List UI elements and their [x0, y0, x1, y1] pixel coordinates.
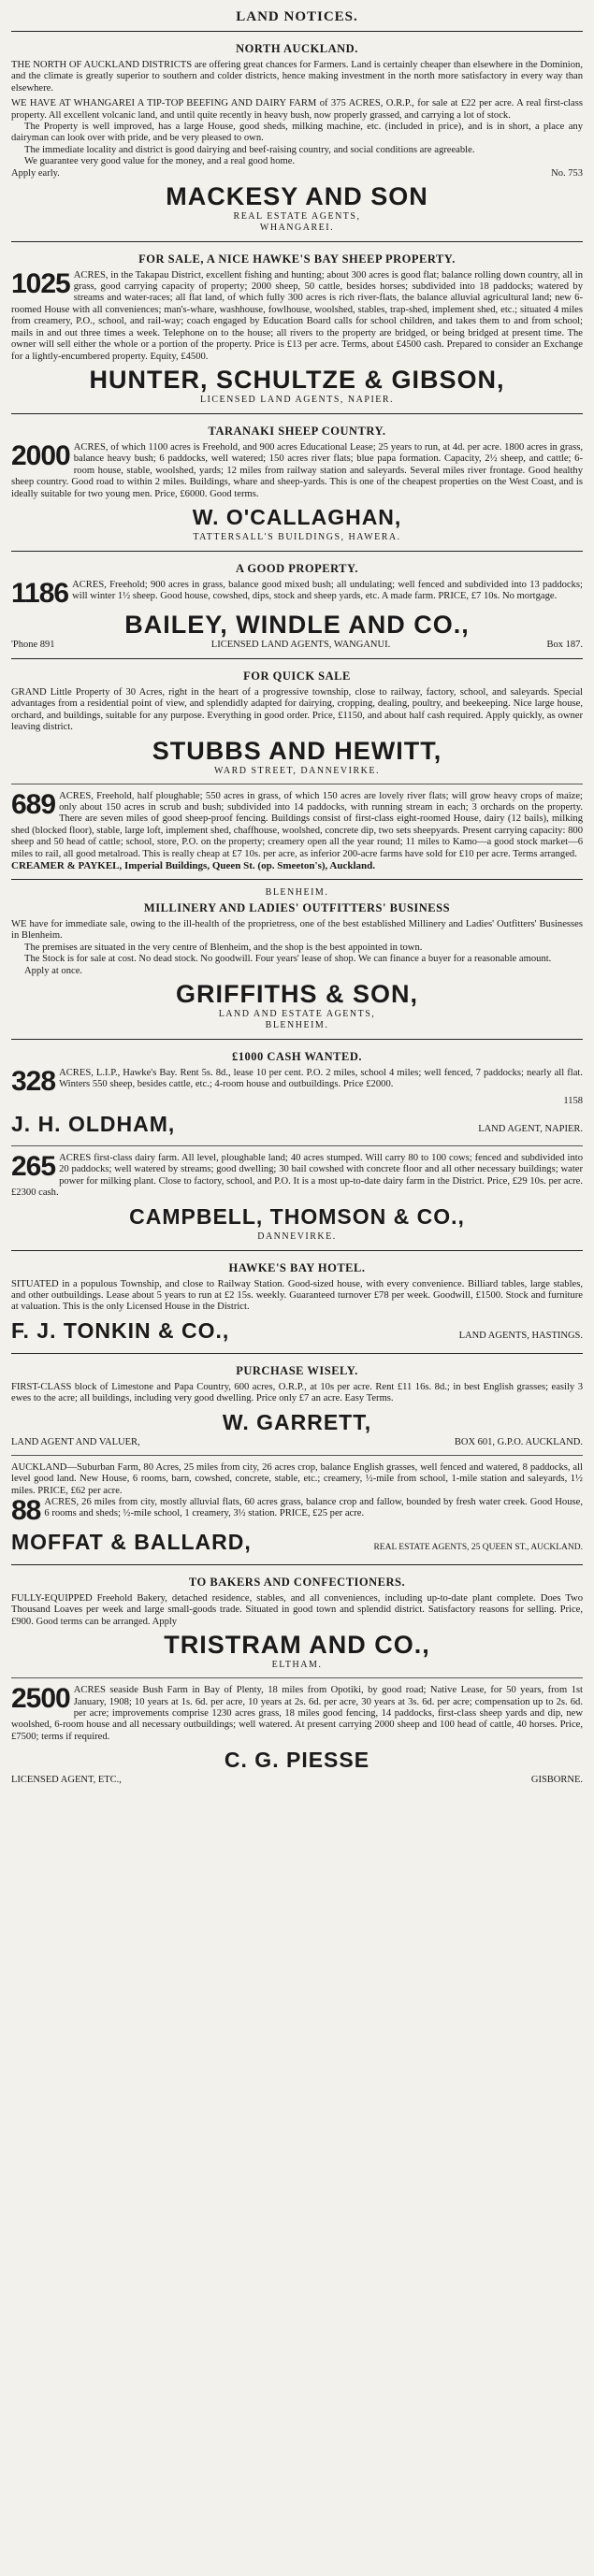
divider — [11, 658, 583, 659]
ad-body: AUCKLAND—Suburban Farm, 80 Acres, 25 miles from city, 26 acres crop, balance English grasses, well fenced and watered, 8 paddocks, all level good land. New House, 6 rooms, barn, cowshed, concrete, stable, etc.; creamery, ½-mile from school, 1-mile station and saleyards, 1½ miles. PRICE, £62 per acre. — [11, 1461, 583, 1496]
agent-phone: 'Phone 891 — [11, 639, 55, 650]
ad-heading: TARANAKI SHEEP COUNTRY. — [208, 424, 386, 438]
divider — [11, 31, 583, 32]
agent-name: GRIFFITHS & SON, — [176, 980, 418, 1009]
divider — [11, 241, 583, 242]
divider — [11, 1677, 583, 1678]
ad-body: FULLY-EQUIPPED Freehold Bakery, detached residence, stables, and all conveniences, including up-to-date plant complete. Does Two Thousand Loaves per week and large small-goods trade. Situated in good town and splendid district. Satisfactory reasons for selling. Price, £900. Good terms can be arranged. Apply — [11, 1592, 583, 1627]
agent-name: HUNTER, SCHULTZE & GIBSON, — [89, 365, 505, 394]
ad-number: 1158 — [563, 1096, 583, 1107]
acreage-figure: 1025 — [11, 267, 70, 299]
acreage-figure: 88 — [11, 1494, 41, 1526]
agent-details — [11, 1775, 583, 1786]
agent-name: BAILEY, WINDLE AND CO., — [124, 610, 470, 639]
agent-title: REAL ESTATE AGENTS, — [233, 210, 361, 222]
agent-title: LICENSED LAND AGENTS, WANGANUI. — [210, 639, 391, 650]
agent-title: TATTERSALL'S BUILDINGS, HAWERA. — [193, 531, 401, 542]
ad-moffat — [11, 1461, 583, 1559]
ad-auckland-689 — [11, 789, 583, 873]
ad-body: The Property is well improved, has a large House, good sheds, milking machine, etc. (included in price), and is in short, a place any dairyman can look over with pride, and be very pleased to own. — [11, 122, 583, 144]
ad-north-auckland — [11, 37, 583, 236]
ad-dairy-265 — [11, 1151, 583, 1245]
acreage-figure: 2500 — [11, 1683, 70, 1715]
divider — [11, 879, 583, 880]
ad-place: BLENHEIM. — [265, 887, 329, 898]
ad-blenheim — [11, 885, 583, 1033]
ad-body: ACRES, of which 1100 acres is Freehold, and 900 acres Educational Lease; 25 years to run, at 4d. per acre. 1800 acres in grass, balance heavy bush; 6 paddocks, well watered; 150 acres river flats; blue papa formation. Capacity, 2½ sheep, and cattle; 6-room house, stable, woolshed, yards; 12 miles from railway station and saleyards. Several miles river frontage. Good healthy sheep country. Good road to within 2 miles. Buildings, whare and sheep-yards. This is one of the cheapest properties on the West Coast, and is ideally suitable for two young men. Price, £6000. Good terms. — [11, 441, 583, 499]
divider — [11, 1039, 583, 1040]
agent-title: LAND AGENT AND VALUER, — [11, 1436, 140, 1447]
ad-bay-of-plenty — [11, 1683, 583, 1788]
ad-body: The Stock is for sale at cost. No dead stock. No goodwill. Four years' lease of shop. We can finance a buyer for a reasonable amount. — [24, 954, 552, 965]
ad-body: ACRES, L.I.P., Hawke's Bay. Rent 5s. 8d., lease 10 per cent. P.O. 2 miles, school 4 miles; well fenced, 7 paddocks; nearly all flat. Winters 550 sheep, besides cattle, etc.; 4-room house and outbuildings. Price £2000. — [59, 1068, 583, 1090]
agent-line — [11, 1314, 583, 1346]
ad-heading: PURCHASE WISELY. — [236, 1363, 358, 1377]
ad-heading: FOR SALE, A NICE HAWKE'S BAY SHEEP PROPERTY. — [138, 252, 456, 266]
agent-details — [11, 1437, 583, 1448]
agent-line — [11, 1525, 583, 1557]
ad-good-property — [11, 557, 583, 653]
agent-box: BOX 601, G.P.O. AUCKLAND. — [454, 1436, 583, 1447]
ad-body: ACRES, Freehold; 900 acres in grass, balance good mixed bush; all undulating; well fenced and subdivided into 13 paddocks; will winter 1½ sheep. Good house, cowshed, dips, stock and sheep yards, etc. A made farm. PRICE, £7 10s. No mortgage. — [72, 579, 583, 602]
ad-quick-sale — [11, 665, 583, 779]
agent-name: W. O'CALLAGHAN, — [192, 504, 402, 529]
agent-name: J. H. OLDHAM, — [11, 1112, 176, 1137]
agent-name: W. GARRETT, — [222, 1409, 372, 1434]
ad-body: ACRES, Freehold, half ploughable; 550 acres in grass, of which 150 acres are lovely river flats; will grow heavy crops of maize; only about 150 acres in scrub and bush; subdivided into 14 paddocks, with running stream in each; 3 orchards on the property. There are seven miles of good sheep-proof fencing. Buildings consist of first-class eight-roomed House, dairy (12 bails), milking shed (blocked floor), stable, large loft, implement shed, chaffhouse, woolshed, concrete dip, two sets sheepyards. Present carrying capacity: 800 sheep and 50 head of cattle; school, store, P.O. on the property; creamery open all the year round; 11 miles to Kamo—a good stock market—6 miles to rail, all good metalroad. This is really cheap at £7 10s. per acre, as inferior 200-acre farms have sold for £10 per acre. Terms arranged. — [11, 790, 583, 859]
agent-title: LICENSED LAND AGENTS, NAPIER. — [199, 394, 395, 405]
divider — [11, 1353, 583, 1354]
agent-place: GISBORNE. — [530, 1775, 583, 1786]
agent-name: C. G. PIESSE — [224, 1748, 370, 1773]
ad-footer — [11, 1096, 583, 1107]
agent-name: CAMPBELL, THOMSON & CO., — [129, 1203, 465, 1229]
agent-box: Box 187. — [546, 639, 583, 650]
apply-text: Apply early. — [11, 167, 60, 179]
ad-footer — [11, 168, 583, 180]
ad-body: GRAND Little Property of 30 Acres, right in the heart of a progressive township, close to railway, factory, school, and saleyards. Special advantages from a residential point of view, and splendidly adapted for dairying, cropping, dealing, poultry, and beekeeping. Nice large house, orchard, and buildings, suitable for any purpose. Everything in good order. Price, £1150, and about half cash required. Apply quickly, as owner leaving district. — [11, 686, 583, 733]
agent-name: TRISTRAM AND CO., — [164, 1631, 430, 1660]
agent-name: STUBBS AND HEWITT, — [152, 736, 442, 765]
ad-hawkes-bay-sheep — [11, 248, 583, 408]
ad-cash-wanted — [11, 1045, 583, 1141]
agent-place: DANNEVIRKE. — [257, 1230, 337, 1242]
ad-body: THE NORTH OF AUCKLAND DISTRICTS are offering great chances for Farmers. Land is certainly cheaper than elsewhere in the Dominion, and the climate is greatly superior to southern and colder districts, hence making investment in the north more satisfactory in every way than elsewhere. — [11, 60, 583, 94]
agent-details — [11, 640, 583, 651]
newspaper-page — [11, 0, 583, 1788]
agent-title: LAND AGENT, NAPIER. — [478, 1124, 583, 1135]
ad-purchase-wisely — [11, 1360, 583, 1450]
agent-title: REAL ESTATE AGENTS, 25 QUEEN ST., AUCKLAND. — [373, 1542, 583, 1552]
ad-body: ACRES, 26 miles from city, mostly alluvial flats, 60 acres grass, balance crop and fallow, bounded by fresh water creek. Good House, 6 rooms and sheds; ½-mile school, 1 creamery, 3½ station. PRICE, £25 per acre. — [44, 1496, 583, 1519]
ad-body: ACRES first-class dairy farm. All level, ploughable land; 40 acres stumped. Will carry 80 to 100 cows; fenced and subdivided into 20 paddocks; well watered by streams; good dwelling; 30 bail cowshed with concrete floor and all other necessary buildings; water power for milking plant. Close to factory, school, and P.O. It is a most up-to-date dairy farm in the District. Price, £29 10s. per acre. £2300 cash. — [11, 1153, 583, 1199]
ad-hotel — [11, 1257, 583, 1347]
ad-body: ACRES, in the Takapau District, excellent fishing and hunting; about 300 acres is good flat; balance rolling down country, all in grass, good carrying capacity of property; 2000 sheep, 50 cattle, besides horses; subdivided into 18 paddocks; watered by streams and water-races; all flat land, of which fully 300 acres is rich river-flats, the balance alluvial agricultural land; new 6-roomed House with all conveniences; man's-whare, washhouse, fowlhouse, woolshed, stables, trap-shed, implement shed, etc.; situated 4 miles from creamery, P.O., school, and rail-way; coach engaged by Education Board calls for school children, and takes them to and from school; mails in and out three times a week. Telephone on to the house; all rivers to the property are bridged, or being bridged at present time. The owner will sell either the whole or a portion of the property. Price is £13 per acre. Terms, about £4500 cash. Prepared to consider an Exchange for a lightly-encumbered property. Equity, £4500. — [11, 269, 583, 362]
agent-name: CREAMER & PAYKEL, Imperial Buildings, Queen St. (op. Smeeton's), Auckland. — [11, 860, 376, 871]
agent-name: MACKESY AND SON — [166, 181, 428, 210]
ad-body: The premises are situated in the very centre of Blenheim, and the shop is the best appointed in town. — [24, 942, 423, 953]
divider — [11, 1455, 583, 1456]
divider — [11, 551, 583, 552]
ad-bakers — [11, 1571, 583, 1673]
acreage-figure: 1186 — [11, 577, 69, 609]
agent-place: WHANGAREI. — [259, 222, 335, 233]
apply-text: Apply at once. — [24, 965, 83, 976]
divider — [11, 1564, 583, 1565]
agent-place: BLENHEIM. — [265, 1020, 329, 1031]
agent-title: LAND AGENTS, HASTINGS. — [458, 1330, 583, 1341]
ad-heading: NORTH AUCKLAND. — [236, 42, 358, 55]
acreage-figure: 328 — [11, 1066, 56, 1098]
ad-body: The immediate locality and district is good dairying and beef-raising country, and social conditions are agreeable. — [24, 144, 475, 155]
acreage-figure: 689 — [11, 788, 56, 820]
divider — [11, 1250, 583, 1251]
agent-name: MOFFAT & BALLARD, — [11, 1529, 252, 1554]
ad-body: We guarantee very good value for the money, and a real good home. — [24, 156, 296, 167]
agent-title: LICENSED AGENT, ETC., — [11, 1775, 122, 1786]
ad-body: WE HAVE AT WHANGAREI A TIP-TOP BEEFING AND DAIRY FARM of 375 ACRES, O.R.P., for sale at £22 per acre. A real first-class property. All excellent volcanic land, and until quite recently in heavy bush, now properly grassed, and carrying a lot of stock. — [11, 98, 583, 121]
divider — [11, 413, 583, 414]
acreage-figure: 2000 — [11, 439, 70, 471]
ad-heading: MILLINERY AND LADIES' OUTFITTERS' BUSINESS — [143, 901, 451, 914]
agent-line — [11, 1107, 583, 1139]
ad-body: SITUATED in a populous Township, and close to Railway Station. Good-sized house, with every convenience. Billiard tables, large stables, and other outbuildings. Lease about 5 years to run at £2 15s. weekly. Guaranteed turnover £78 per week. Goodwill, £1500. Stock and furniture at valuation. This is the only Licensed House in the District. — [11, 1278, 583, 1313]
ad-heading: TO BAKERS AND CONFECTIONERS. — [188, 1575, 406, 1589]
ad-body: ACRES seaside Bush Farm in Bay of Plenty, 18 miles from Opotiki, by good road; Native Lease, for 50 years, from 1st January, 1908; 10 years at 1s. 6d. per acre, 10 years at 2s. 6d. per acre, 30 years at 3s. 6d. per acre; compensation up to 2s. 6d. per acre; improvements comprise 1230 acres grass, 18 miles good fencing, 14 paddocks, first-class sheep yards and dip, new woolshed, 6-room house and all necessary outbuildings; well watered. At present carrying 2000 sheep and 100 head of cattle, 40 horses. Price, £7500; terms if required. — [11, 1685, 583, 1742]
agent-place: ELTHAM. — [271, 1660, 323, 1671]
ad-number: No. 753 — [551, 167, 583, 179]
divider — [11, 1145, 583, 1146]
acreage-figure: 265 — [11, 1151, 56, 1183]
ad-body: WE have for immediate sale, owing to the ill-health of the proprietress, one of the best established Millinery and Ladies' Outfitters' Businesses in Blenheim. — [11, 919, 583, 942]
ad-heading: £1000 CASH WANTED. — [232, 1050, 362, 1064]
page-title: LAND NOTICES. — [236, 9, 358, 24]
ad-body: FIRST-CLASS block of Limestone and Papa Country, 600 acres, O.R.P., at 10s per acre. Rent £11 16s. 8d.; in best English grasses; easily 3 ewes to the acre; all buildings, including very good dwelling. Price only £7 an acre. Easy Terms. — [11, 1381, 583, 1404]
ad-taranaki — [11, 420, 583, 545]
ad-heading: A GOOD PROPERTY. — [235, 561, 359, 575]
ad-heading: FOR QUICK SALE — [243, 669, 351, 683]
ad-heading: HAWKE'S BAY HOTEL. — [228, 1260, 366, 1274]
agent-name: F. J. TONKIN & CO., — [11, 1317, 230, 1343]
agent-title: LAND AND ESTATE AGENTS, — [218, 1009, 376, 1020]
agent-title: WARD STREET, DANNEVIRKE. — [214, 765, 380, 776]
